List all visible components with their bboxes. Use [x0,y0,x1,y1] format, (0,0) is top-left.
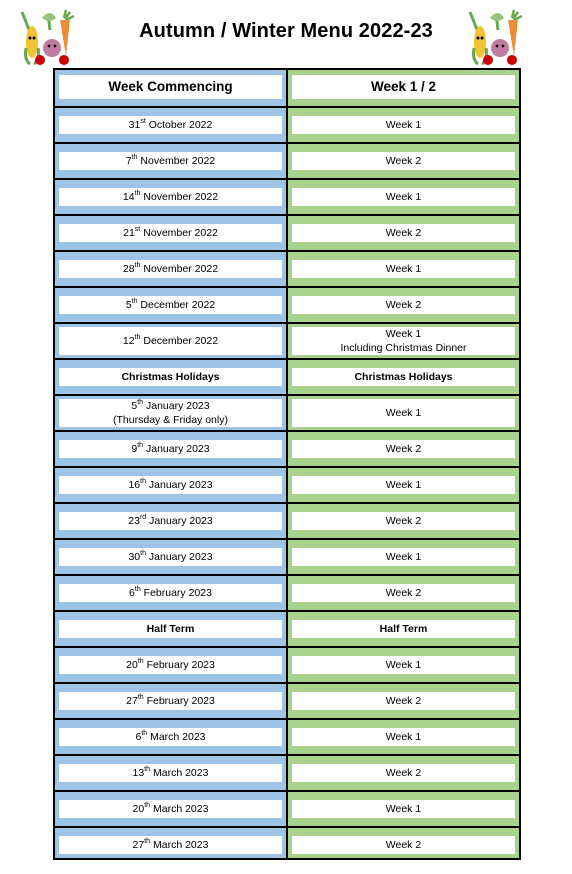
week-number: Week 2 [385,767,422,779]
corn-icon [470,12,487,64]
table-row-date-cell [59,152,282,170]
table-row-week-cell [292,656,515,674]
date-day: 12 [122,335,135,347]
table-row-date [55,250,286,286]
table-row-date-cell [59,224,282,242]
week-number: Week 2 [385,443,422,455]
date-suffix: th [134,585,141,593]
holiday-label: Christmas Holidays [354,371,453,383]
table-row-week-cell [292,512,515,530]
header-label: Week Commencing [108,79,233,94]
leaf-sprout-icon [42,13,56,30]
date-day: 9 [131,443,138,455]
week-number: Week 1 [385,731,422,743]
date-text [135,730,205,744]
date-month-year: October 2022 [145,119,213,131]
date-month-year: March 2023 [147,731,206,743]
table-row-date-cell [59,728,282,746]
table-row-week-cell [292,152,515,170]
date-text [133,766,209,780]
date-day: 27 [126,695,138,707]
week-number: Week 2 [385,227,422,239]
date-month-year: January 2023 [145,551,213,563]
table-row-week-cell [292,224,515,242]
date-day: 6 [135,731,142,743]
header-week-number [288,70,519,106]
date-day: 14 [122,191,135,203]
week-number-column [288,70,519,858]
date-month-year: December 2022 [137,299,216,311]
date-suffix: st [134,225,141,233]
table-row-date [55,538,286,574]
table-row-week [288,538,519,574]
date-day: 23 [128,515,140,527]
table-row-week-cell [292,440,515,458]
header-week-commencing [55,70,286,106]
table-row-date [55,646,286,682]
date-month-year: January 2023 [145,479,213,491]
date-suffix: th [137,398,144,406]
table-row-date [55,790,286,826]
table-row-date-cell [59,188,282,206]
holiday-row-left-cell [59,620,282,638]
table-row-date [55,214,286,250]
date-suffix: th [137,441,144,449]
date-month-year: March 2023 [150,839,209,851]
holiday-row-right [288,610,519,646]
carrot-icon [508,10,522,56]
date-suffix: st [140,117,146,125]
date-text [126,694,215,708]
date-text [126,154,215,168]
date-suffix: th [137,657,144,665]
table-row-week-cell [292,116,515,134]
table-row-week [288,394,519,430]
date-day: 7 [125,155,132,167]
week-number: Week 1 [385,659,422,671]
table-row-date-cell [59,512,282,530]
header-label: Week 1 / 2 [370,79,437,94]
vegetables-illustration-left [20,8,76,66]
table-row-week [288,466,519,502]
date-month-year: January 2023 [143,400,210,412]
table-row-week [288,286,519,322]
table-row-date [55,142,286,178]
table-row-week-cell [292,800,515,818]
table-row-date-cell [59,260,282,278]
date-suffix: th [131,297,138,305]
table-row-date [55,322,286,358]
week-number: Week 2 [385,155,422,167]
table-row-week [288,826,519,862]
table-row-date-cell [59,296,282,314]
table-row-date-cell [59,327,282,355]
table-row-week [288,718,519,754]
date-text [123,226,218,240]
holiday-label: Half Term [379,623,428,635]
date-month-year: January 2023 [143,443,210,455]
table-row-date-cell [59,440,282,458]
table-row-date [55,754,286,790]
table-row-week [288,322,519,358]
table-row-week [288,790,519,826]
date-suffix: th [140,477,146,485]
date-text [128,514,212,528]
date-text [128,550,212,564]
date-day: 6 [129,587,135,599]
table-row-week-cell [292,584,515,602]
week-number: Week 1 [385,551,422,563]
date-text [131,442,209,456]
table-row-date [55,682,286,718]
week-number: Week 2 [385,299,422,311]
week-number: Week 1 [385,407,422,419]
header-week-number-cell [292,75,515,99]
table-row-date [55,574,286,610]
date-day: 16 [128,479,141,491]
date-day: 27 [132,839,145,851]
date-suffix: th [137,693,144,701]
table-row-week-cell [292,836,515,854]
date-day: 13 [132,767,145,779]
table-row-date-cell [59,584,282,602]
week-number: Week 2 [385,695,422,707]
carrot-icon [60,10,74,56]
onion-icon [43,39,61,57]
date-text [128,478,212,492]
table-row-date [55,178,286,214]
menu-schedule-table [53,68,521,860]
date-suffix: th [141,729,148,737]
date-suffix: rd [139,513,147,521]
table-row-date-cell [59,764,282,782]
holiday-label: Half Term [146,623,195,635]
date-day: 21 [123,227,135,239]
date-text [133,838,209,852]
holiday-row-right-cell [292,620,515,638]
holiday-row-left [55,358,286,394]
date-text [126,658,215,672]
date-text [129,586,212,600]
date-text [123,190,218,204]
date-note: (Thursday & Friday only) [113,414,228,426]
date-day: 5 [125,299,132,311]
table-row-date-cell [59,476,282,494]
date-day: 31 [128,119,141,131]
table-row-week [288,502,519,538]
table-row-date-cell [59,399,282,427]
week-note: Including Christmas Dinner [340,342,467,354]
date-text [123,262,218,276]
table-row-date [55,826,286,862]
table-row-date-cell [59,116,282,134]
table-row-week [288,430,519,466]
week-commencing-column [55,70,288,858]
table-row-week-cell [292,548,515,566]
week-number: Week 1 [385,263,422,275]
table-row-week-cell [292,476,515,494]
date-text [129,118,213,132]
table-row-date [55,106,286,142]
date-month-year: February 2023 [143,659,215,671]
table-row-date [55,394,286,430]
table-row-week-cell [292,260,515,278]
date-text [133,802,209,816]
corn-icon [22,12,39,64]
date-suffix: th [144,801,151,809]
table-row-week [288,646,519,682]
header-week-commencing-cell [59,75,282,99]
table-row-date [55,286,286,322]
date-month-year: February 2023 [143,695,215,707]
table-row-week [288,142,519,178]
table-row-week-cell [292,692,515,710]
week-number: Week 1 [385,803,422,815]
table-row-date-cell [59,836,282,854]
table-row-week-cell [292,327,515,355]
week-number: Week 1 [385,328,422,340]
table-row-date [55,430,286,466]
week-number: Week 2 [385,839,422,851]
week-number: Week 1 [385,119,422,131]
date-day: 20 [126,659,138,671]
date-month-year: January 2023 [146,515,213,527]
table-row-date-cell [59,692,282,710]
table-row-week [288,106,519,142]
table-row-week [288,574,519,610]
date-month-year: November 2022 [140,227,218,239]
date-day: 20 [132,803,145,815]
table-row-date-cell [59,656,282,674]
holiday-row-right [288,358,519,394]
holiday-row-right-cell [292,368,515,386]
week-number: Week 1 [385,479,422,491]
date-month-year: February 2023 [140,587,212,599]
vegetables-illustration-right [468,8,524,66]
date-month-year: December 2022 [140,335,219,347]
date-suffix: th [131,153,138,161]
table-row-week-cell [292,399,515,427]
leaf-sprout-icon [490,13,504,30]
table-row-date-cell [59,548,282,566]
week-number: Week 1 [385,191,422,203]
date-suffix: th [134,189,141,197]
date-day: 30 [128,551,141,563]
table-row-week-cell [292,296,515,314]
table-row-week [288,754,519,790]
table-row-date [55,718,286,754]
holiday-row-left-cell [59,368,282,386]
holiday-row-left [55,610,286,646]
holiday-label: Christmas Holidays [121,371,220,383]
onion-icon [491,39,509,57]
date-month-year: March 2023 [150,803,209,815]
table-row-week-cell [292,188,515,206]
table-row-date-cell [59,800,282,818]
page-title: Autumn / Winter Menu 2022-23 [139,20,433,42]
week-number: Week 2 [385,515,422,527]
table-row-week [288,214,519,250]
date-day: 28 [122,263,135,275]
table-row-week-cell [292,728,515,746]
table-row-week [288,250,519,286]
date-month-year: November 2022 [140,263,219,275]
table-row-week-cell [292,764,515,782]
table-row-week [288,682,519,718]
date-month-year: November 2022 [140,191,219,203]
date-month-year: March 2023 [150,767,209,779]
date-suffix: th [134,261,141,269]
date-suffix: th [140,549,146,557]
week-number: Week 2 [385,587,422,599]
date-text [126,298,215,312]
date-suffix: th [134,333,141,341]
date-day: 5 [131,400,138,412]
date-suffix: th [144,765,151,773]
date-month-year: November 2022 [137,155,216,167]
date-suffix: th [144,837,151,845]
date-text [123,334,218,348]
table-row-date [55,466,286,502]
table-row-date [55,502,286,538]
table-row-week [288,178,519,214]
date-text [131,399,209,413]
